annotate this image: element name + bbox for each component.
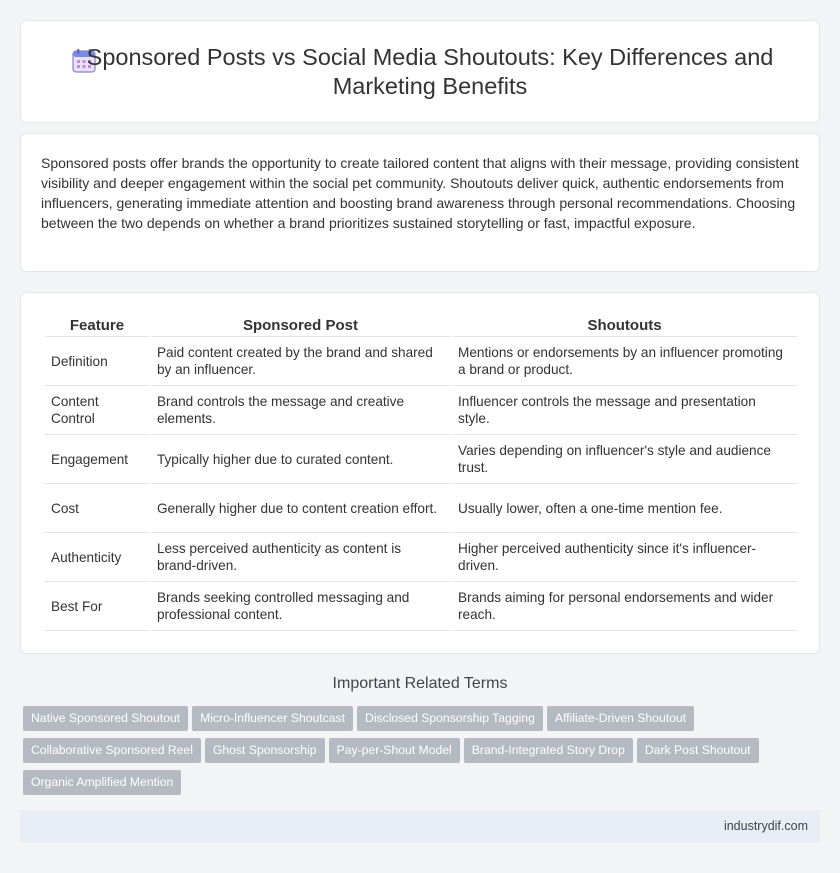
row-shoutout: Usually lower, often a one-time mention fee.: [452, 484, 797, 533]
related-term-tag[interactable]: Disclosed Sponsorship Tagging: [357, 706, 543, 731]
row-sponsored: Paid content created by the brand and shared by an influencer.: [151, 337, 450, 386]
table-row: [45, 435, 797, 484]
related-term-tag[interactable]: Ghost Sponsorship: [205, 738, 325, 763]
row-feature: Authenticity: [45, 533, 149, 582]
row-shoutout: Influencer controls the message and presentation style.: [452, 386, 797, 435]
row-sponsored: Less perceived authenticity as content is brand-driven.: [151, 533, 450, 582]
row-feature: Definition: [45, 337, 149, 386]
related-term-tag[interactable]: Pay-per-Shout Model: [329, 738, 460, 763]
table-row: [45, 533, 797, 582]
row-sponsored: Brands seeking controlled messaging and professional content.: [151, 582, 450, 631]
row-shoutout: Varies depending on influencer's style and audience trust.: [452, 435, 797, 484]
row-feature: Engagement: [45, 435, 149, 484]
related-term-tag[interactable]: Brand-Integrated Story Drop: [464, 738, 633, 763]
header-sponsored-post: Sponsored Post: [151, 315, 450, 337]
header-shoutouts: Shoutouts: [452, 315, 797, 337]
table-row: [45, 386, 797, 435]
table-row: [45, 337, 797, 386]
related-term-tag[interactable]: Affiliate-Driven Shoutout: [547, 706, 694, 731]
intro-paragraph: Sponsored posts offer brands the opportunity to create tailored content that aligns with their message, providing consistent visibility and deeper engagement within the social pet community. Shoutouts deliver quick, authentic endorsements from influencers, generating immediate attention and boosting brand awareness through personal recommendations. Choosing between the two depends on whether a brand prioritizes sustained storytelling or fast, impactful exposure.: [41, 155, 799, 231]
related-terms-list: [23, 706, 823, 802]
row-sponsored: Typically higher due to curated content.: [151, 435, 450, 484]
header-card: [20, 20, 820, 123]
related-term-tag[interactable]: Micro-Influencer Shoutcast: [192, 706, 353, 731]
row-shoutout: Higher perceived authenticity since it's influencer-driven.: [452, 533, 797, 582]
row-shoutout: Brands aiming for personal endorsements and wider reach.: [452, 582, 797, 631]
row-feature: Cost: [45, 484, 149, 533]
row-shoutout: Mentions or endorsements by an influencer promoting a brand or product.: [452, 337, 797, 386]
table-row: [45, 484, 797, 533]
comparison-table: [43, 315, 799, 631]
footer-site-link[interactable]: industrydif.com: [723, 819, 808, 833]
related-term-tag[interactable]: Dark Post Shoutout: [637, 738, 759, 763]
intro-card: [20, 133, 820, 272]
comparison-card: [20, 292, 820, 654]
row-feature: Content Control: [45, 386, 149, 435]
header-feature: Feature: [45, 315, 149, 337]
page-title: Sponsored Posts vs Social Media Shoutouts: Key Differences and Marketing Benefits: [86, 44, 774, 99]
table-header-row: [45, 315, 797, 337]
row-feature: Best For: [45, 582, 149, 631]
related-terms-heading: Important Related Terms: [332, 675, 508, 692]
related-term-tag[interactable]: Native Sponsored Shoutout: [23, 706, 188, 731]
related-term-tag[interactable]: Organic Amplified Mention: [23, 770, 181, 795]
table-row: [45, 582, 797, 631]
footer-bar: [20, 810, 820, 843]
related-term-tag[interactable]: Collaborative Sponsored Reel: [23, 738, 201, 763]
row-sponsored: Brand controls the message and creative elements.: [151, 386, 450, 435]
row-sponsored: Generally higher due to content creation effort.: [151, 484, 450, 533]
